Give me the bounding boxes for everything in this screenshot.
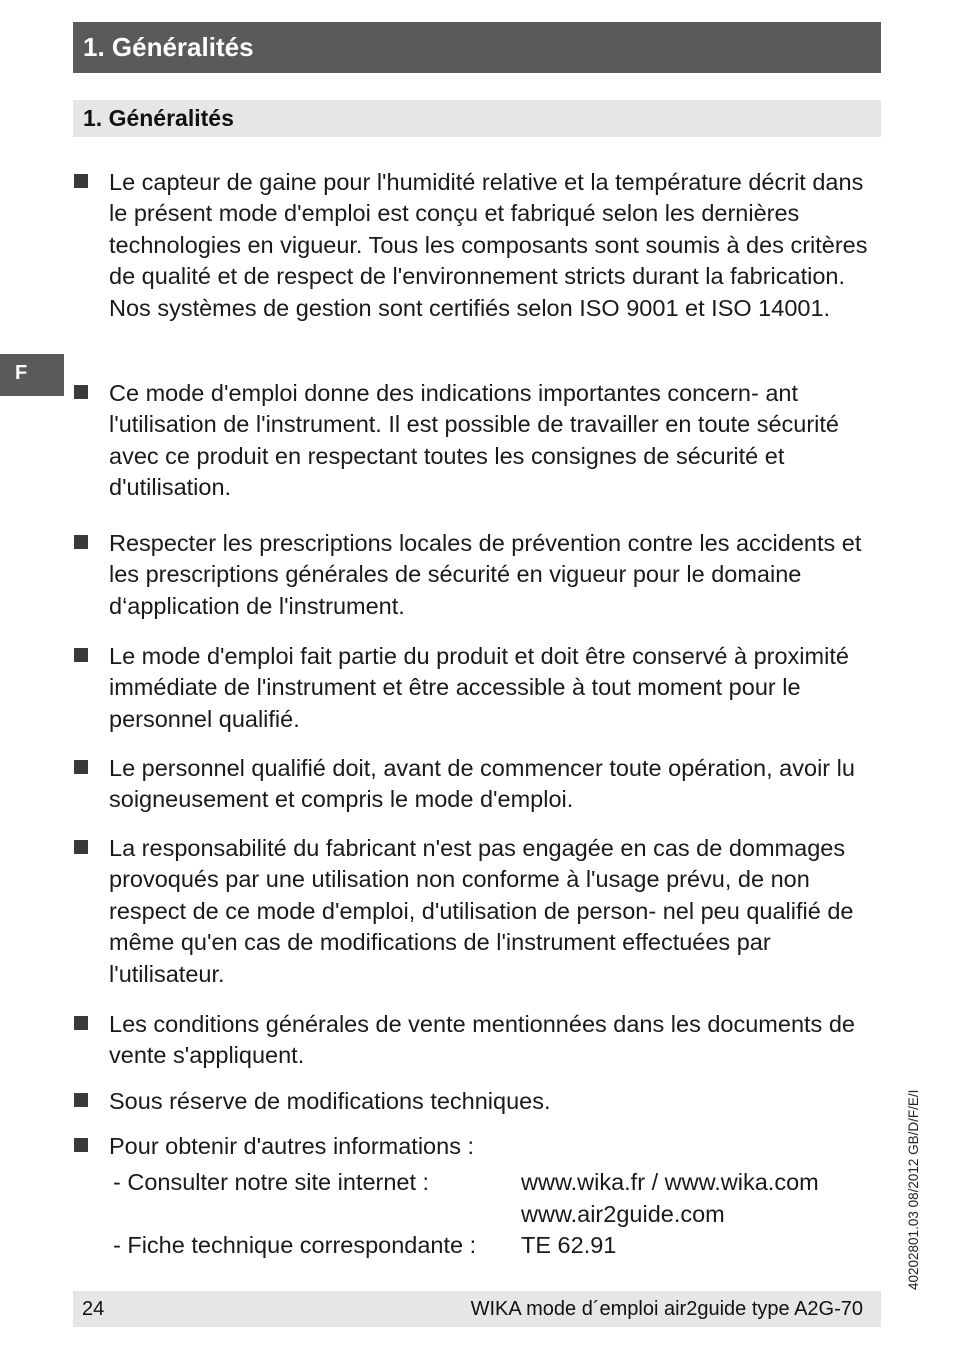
chapter-header (73, 22, 881, 73)
bullet-item-keep-manual (109, 641, 884, 735)
page-number: 24 (82, 1298, 105, 1320)
square-bullet-icon (74, 174, 88, 188)
bullet-item-more-info (109, 1131, 884, 1162)
square-bullet-icon (74, 385, 88, 399)
language-tab (0, 354, 64, 396)
bullet-text: Le capteur de gaine pour l'humidité relative et la température décrit dans le présent mode d'emploi est conçu et fabriqué selon les dernières technologies en vigueur. Tous les composants sont soumis à des critères de qualité et de respect de l'environnement stricts durant la fabrication. Nos systèmes de gestion sont certifiés selon ISO 9001 et ISO 14001. (109, 169, 868, 321)
website-link-air2guide[interactable]: www.air2guide.com (521, 1201, 725, 1227)
bullet-item-quality (109, 167, 884, 324)
bullet-item-liability (109, 833, 884, 990)
bullet-item-instructions (109, 378, 884, 504)
bullet-item-terms (109, 1009, 884, 1072)
website-link-wika[interactable]: www.wika.fr / www.wika.com (521, 1169, 819, 1195)
datasheet-value: TE 62.91 (521, 1232, 617, 1258)
language-tab-label: F (15, 362, 28, 384)
website-label: - Consulter notre site internet : (113, 1169, 430, 1195)
section-title: 1. Généralités (83, 105, 234, 131)
document-title: WIKA mode d´emploi air2guide type A2G-70 (470, 1298, 863, 1320)
bullet-text: Pour obtenir d'autres informations : (109, 1133, 475, 1159)
datasheet-label: - Fiche technique correspondante : (113, 1232, 477, 1258)
square-bullet-icon (74, 1093, 88, 1107)
square-bullet-icon (74, 760, 88, 774)
bullet-item-prevention (109, 528, 884, 622)
square-bullet-icon (74, 840, 88, 854)
bullet-text: La responsabilité du fabricant n'est pas engagée en cas de dommages provoqués par une utilisation non conforme à l'usage prévu, de non respect de ce mode d'emploi, d'utilisation de person- nel peu qualifié de même qu'en cas de modifications de l'instrument effectuées par l'utilisateur. (109, 835, 854, 987)
section-header (73, 100, 881, 137)
square-bullet-icon (74, 1016, 88, 1030)
bullet-text: Le personnel qualifié doit, avant de commencer toute opération, avoir lu soigneusement et compris le mode d'emploi. (109, 755, 855, 813)
bullet-text: Respecter les prescriptions locales de prévention contre les accidents et les prescriptions générales de sécurité en vigueur pour le domaine d‘application de l'instrument. (109, 530, 862, 619)
chapter-title: 1. Généralités (83, 32, 254, 62)
page-footer (73, 1291, 881, 1327)
bullet-text: Ce mode d'emploi donne des indications importantes concern- ant l'utilisation de l'instrument. Il est possible de travailler en toute sécurité avec ce produit en respectant toutes les consignes de sécurité et d'utilisation. (109, 380, 840, 501)
square-bullet-icon (74, 535, 88, 549)
bullet-item-read-manual (109, 753, 884, 816)
bullet-text: Le mode d'emploi fait partie du produit et doit être conservé à proximité immédiate de l'instrument et être accessible à tout moment pour le personnel qualifié. (109, 643, 849, 732)
document-code: 40202801.03 08/2012 GB/D/F/E/I (906, 1089, 921, 1290)
square-bullet-icon (74, 1138, 88, 1152)
square-bullet-icon (74, 648, 88, 662)
bullet-item-modifications (109, 1086, 884, 1117)
bullet-text: Les conditions générales de vente mentionnées dans les documents de vente s'appliquent. (109, 1011, 855, 1069)
bullet-text: Sous réserve de modifications techniques. (109, 1088, 551, 1114)
